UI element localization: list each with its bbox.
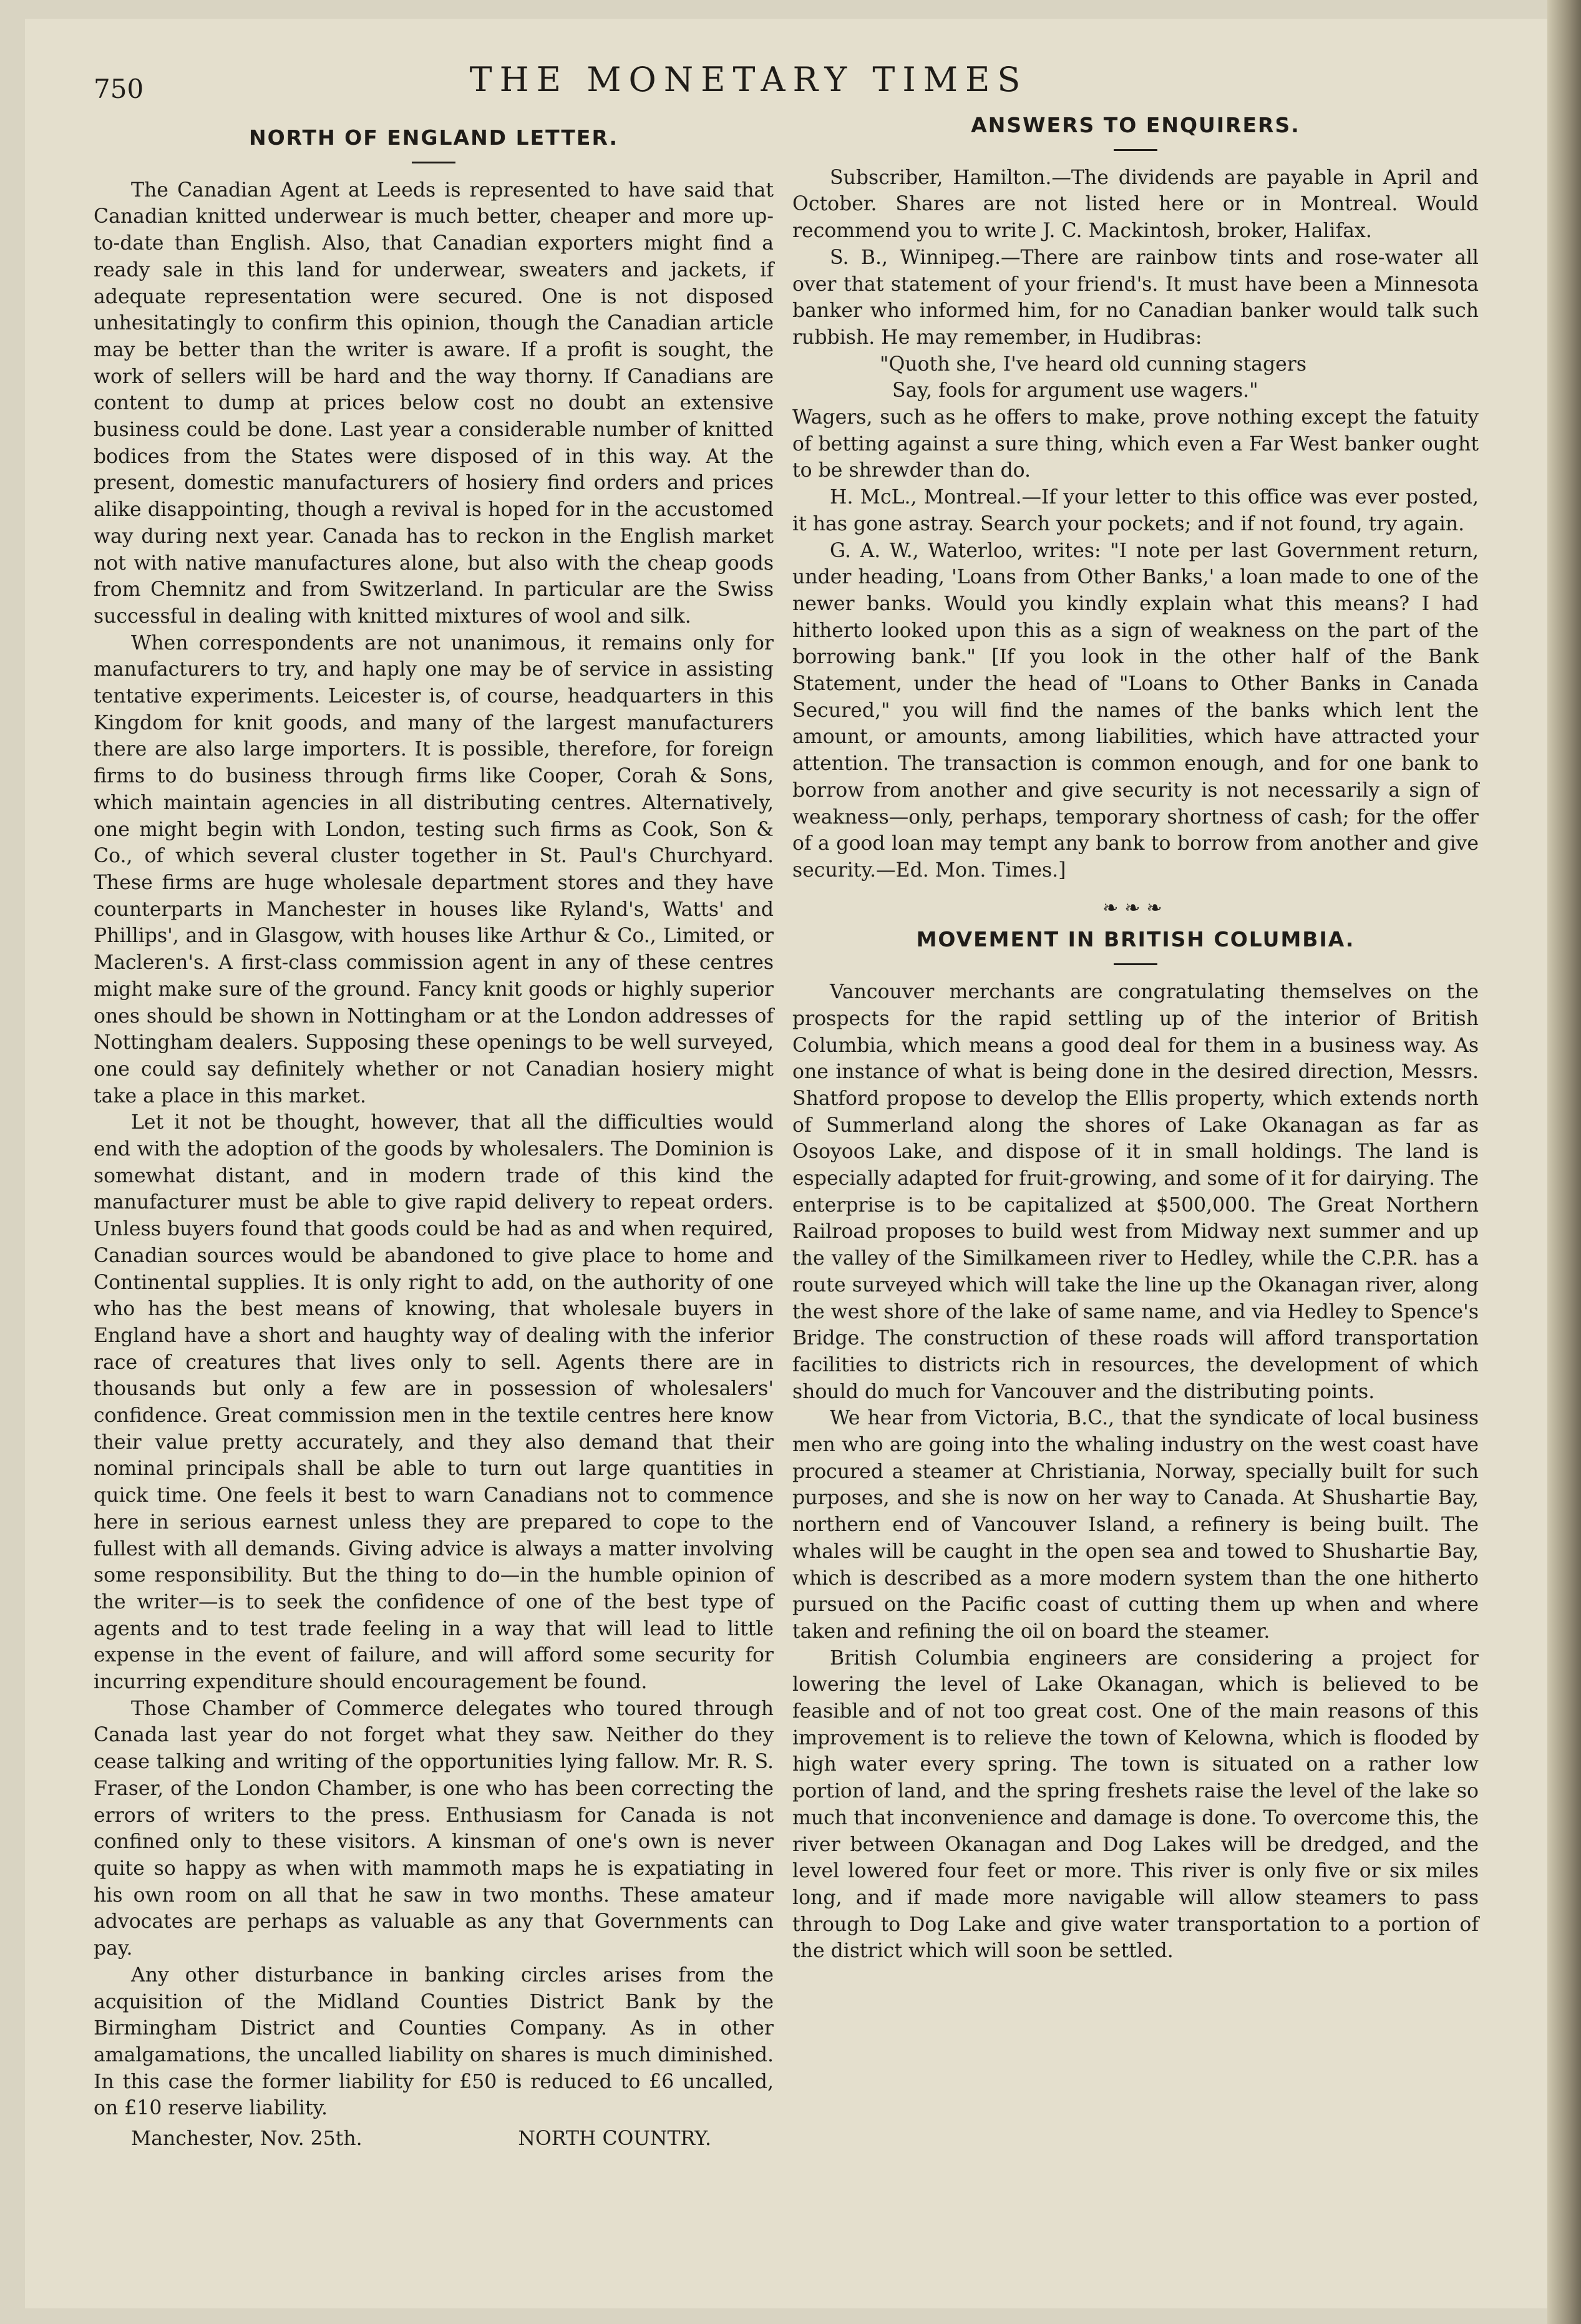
article-title-british-columbia: MOVEMENT IN BRITISH COLUMBIA. <box>916 927 1355 952</box>
article-paragraph: Let it not be thought, however, that all the difficulties would end with the adoption of the goods by wholesalers. The Dominion is somewhat distant, and in modern trade of this kind the manufacturer must be able to give rapid delivery to repeat orders. Unless buyers found that goods could be had as and when required, Canadian sources would be abandoned to give place to home and Continental supplies. It is only right to add, on the authority of one who has the best means of knowing, that wholesale buyers in England have a short and haughty way of dealing with the inferior race of creatures that lives only to sell. Agents there are in thousands but only a few are in possession of wholesalers' confidence. Great commission men in the textile centres here know their value pretty accurately, and they also demand that their nominal principals shall be able to turn out large quantities in quick time. One feels it best to warn Canadians not to commence here in serious earnest unless they are prepared to cope to the fullest with all demands. Giving advice is always a matter involving some responsibility. But the thing to do—in the humble opinion of the writer—is to seek the confidence of one of the best type of agents and to test trade feeling in a way that will lead to little expense in the event of failure, and will afford some security for incurring expenditure should encouragement be found. <box>94 1111 774 1694</box>
title-rule <box>1114 963 1157 965</box>
article-paragraph: We hear from Victoria, B.C., that the syndicate of local business men who are going into the whaling industry on the west coast have procured a steamer at Christiania, Norway, specially built for such purposes, and she is now on her way to Canada. At Shushartie Bay, northern end of Vancouver Island, a refinery is being built. The whales will be caught in the open sea and towed to Shushartie Bay, which is described as a more modern system than the one hitherto pursued on the Pacific coast of cutting them up when and where taken and refining the oil on board the steamer. <box>792 1407 1479 1643</box>
dateline: Manchester, Nov. 25th. <box>131 2127 362 2151</box>
title-rule <box>412 162 455 163</box>
section-ornament: ❧❧❧ <box>1102 897 1169 919</box>
article-paragraph: Those Chamber of Commerce delegates who toured through Canada last year do not forget what they saw. Neither do they cease talking and writing of the opportunities lying fallow. Mr. R. S. Fraser, of the London Chamber, is one who has been correcting the errors of writers to the press. Enthusiasm for Canada is not confined only to these visitors. A kinsman of one's own is never quite so happy as when with mammoth maps he is expatiating in his own room on all that he saw in two months. These amateur advocates are perhaps as valuable as any that Governments can pay. <box>94 1697 774 1960</box>
verse-line: Say, fools for argument use wagers." <box>892 379 1258 402</box>
answer-paragraph: Wagers, such as he offers to make, prove nothing except the fatuity of betting against a sure thing, which even a Far West banker ought to be shrewder than do. <box>792 406 1479 482</box>
title-rule <box>1114 149 1157 151</box>
answer-paragraph: H. McL., Montreal.—If your letter to this office was ever posted, it has gone astray. Search your pockets; and if not found, try again. <box>792 486 1479 535</box>
right-column <box>792 100 1479 1965</box>
sign-off <box>94 2126 774 2152</box>
masthead: THE MONETARY TIMES <box>469 60 1028 99</box>
verse-line: "Quoth she, I've heard old cunning stagers <box>880 352 1307 376</box>
article-paragraph: When correspondents are not unanimous, it remains only for manufacturers to try, and haply one may be of service in assisting tentative experiments. Leicester is, of course, headquarters in this Kingdom for knit goods, and many of the largest manufacturers there are also large importers. It is possible, therefore, for foreign firms to do business through firms like Cooper, Corah & Sons, which maintain agencies in all distributing centres. Alternatively, one might begin with London, testing such firms as Cook, Son & Co., of which several cluster together in St. Paul's Churchyard. These firms are huge wholesale department stores and they have counterparts in Manchester in houses like Ryland's, Watts' and Phillips', and in Glasgow, with houses like Arthur & Co., Limited, or Macleren's. A first-class commission agent in any of these centres might make sure of the ground. Fancy knit goods or highly superior ones should be shown in Nottingham or at the London addresses of Nottingham dealers. Supposing these openings to be well surveyed, one could say definitely whether or not Canadian hosiery might take a place in this market. <box>94 631 774 1107</box>
article-title-north-england: NORTH OF ENGLAND LETTER. <box>248 125 619 150</box>
article-paragraph: The Canadian Agent at Leeds is represented to have said that Canadian knitted underwear is much better, cheaper and more up-to-date than English. Also, that Canadian exporters might find a ready sale in this land for underwear, sweaters and jackets, if adequate representation were secured. One is not disposed unhesitatingly to confirm this opinion, though the Canadian article may be better than the writer is aware. If a profit is sought, the work of sellers will be hard and the way thorny. If Canadians are content to dump at prices below cost no doubt an extensive business could be done. Last year a considerable number of knitted bodices from the States were disposed of in this way. At the present, domestic manufacturers of hosiery find orders and prices alike disappointing, though a revival is hoped for in the accustomed way during next year. Canada has to reckon in the English market not with native manufactures alone, but also with the cheap goods from Chemnitz and from Switzerland. In particular are the Swiss successful in dealing with knitted mixtures of wool and silk. <box>94 178 774 628</box>
page-number: 750 <box>94 74 144 104</box>
signature: NORTH COUNTRY. <box>518 2127 711 2151</box>
left-column <box>94 100 774 2152</box>
article-paragraph: British Columbia engineers are considering a project for lowering the level of Lake Okanagan, which is believed to be feasible and of not too great cost. One of the main reasons of this improvement is to relieve the town of Kelowna, which is flooded by high water every spring. The town is situated on a rather low portion of land, and the spring freshets raise the level of the lake so much that inconvenience and damage is done. To overcome this, the river between Okanagan and Dog Lakes will be dredged, and the level lowered four feet or more. This river is only five or six miles long, and if made more navigable will allow steamers to pass through to Dog Lake and give water transportation to a portion of the district which will soon be settled. <box>792 1646 1479 1963</box>
article-paragraph: Any other disturbance in banking circles arises from the acquisition of the Midland Counties District Bank by the Birmingham District and Counties Company. As in other amalgamations, the uncalled liability on shares is much diminished. In this case the former liability for £50 is reduced to £6 uncalled, on £10 reserve liability. <box>94 1963 774 2120</box>
answer-paragraph: S. B., Winnipeg.—There are rainbow tints and rose-water all over that statement of your friend's. It must have been a Minnesota banker who informed him, for no Canadian banker would talk such rubbish. He may remember, in Hudibras: <box>792 246 1479 349</box>
page-edge-shadow <box>1547 0 1581 2324</box>
answer-paragraph: G. A. W., Waterloo, writes: "I note per last Government return, under heading, 'Loans from Other Banks,' a loan made to one of the newer banks. Would you kindly explain what this means? I had hitherto looked upon this as a sign of weakness on the part of the borrowing bank." [If you look in the other half of the Bank Statement, under the head of "Loans to Other Banks in Canada Secured," you will find the names of the banks which lent the amount, or amounts, among liabilities, which have attracted your attention. The transaction is common enough, and for one bank to borrow from another and give security is not necessarily a sign of weakness—only, perhaps, temporary shortness of cash; for the offer of a good loan may tempt any bank to borrow from another and give security.—Ed. Mon. Times.] <box>792 539 1479 882</box>
answer-paragraph: Subscriber, Hamilton.—The dividends are payable in April and October. Shares are not listed here or in Montreal. Would recommend you to write J. C. Mackintosh, broker, Halifax. <box>792 166 1479 243</box>
article-paragraph: Vancouver merchants are congratulating themselves on the prospects for the rapid settling up of the interior of British Columbia, which means a good deal for them in a business way. As one instance of what is being done in the desired direction, Messrs. Shatford propose to develop the Ellis property, which extends north of Summerland along the shores of Lake Okanagan as far as Osoyoos Lake, and dispose of it in small holdings. The land is especially adapted for fruit-growing, and some of it for dairying. The enterprise is to be capitalized at $500,000. The Great Northern Railroad proposes to build west from Midway next summer and up the valley of the Similkameen river to Hedley, while the C.P.R. has a route surveyed which will take the line up the Okanagan river, along the west shore of the lake of same name, and via Hedley to Spence's Bridge. The construction of these roads will afford transportation facilities to districts rich in resources, the development of which should do much for Vancouver and the distributing points. <box>792 981 1479 1403</box>
article-title-answers: ANSWERS TO ENQUIRERS. <box>971 113 1300 137</box>
